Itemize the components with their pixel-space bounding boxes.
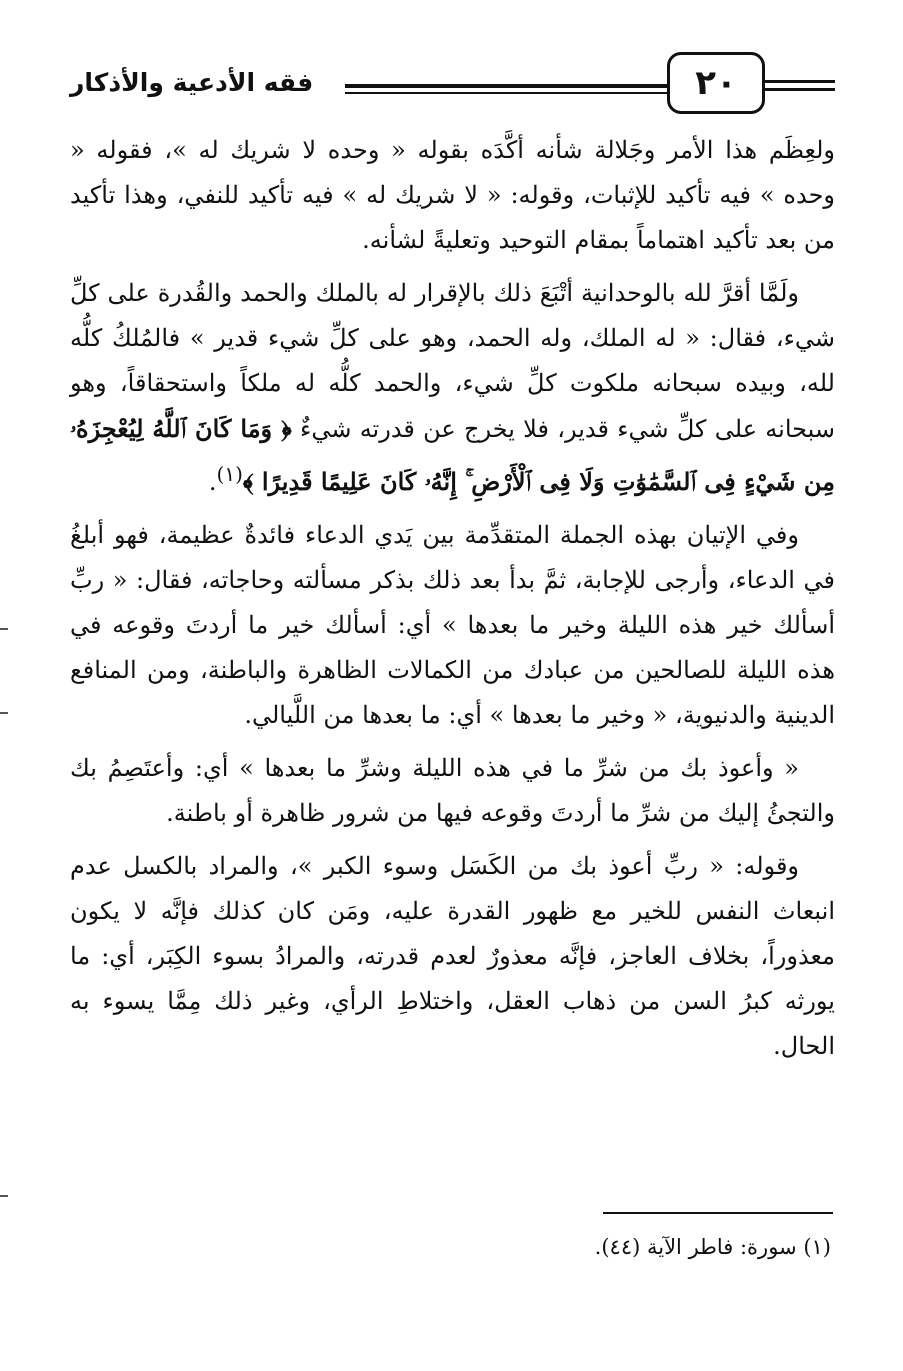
header-rule [765,88,835,91]
paragraph: ولَمَّا أقرَّ لله بالوحدانية أتْبَعَ ذلك بالإقرار له بالملك والحمد والقُدرة على كلِّ شيء، فقال: « له الملك، وله الحمد، وهو على كلِّ شيء قدير » فالمُلكُ كلُّه لله، وبيده سبحانه ملكوت كلِّ شيء، والحمد كلُّه له ملكاً واستحقاقاً، وهو سبحانه على كلِّ شيء قدير، فلا يخرج عن قدرته شيءٌ ﴿ وَمَا كَانَ ٱللَّهُ لِيُعْجِزَهُۥ مِن شَيْءٍ فِى ٱلسَّمَٰوَٰتِ وَلَا فِى ٱلْأَرْضِ ۚ إِنَّهُۥ كَانَ عَلِيمًا قَدِيرًا ﴾$^{(١)}$. [70,279,835,496]
header-rule [345,92,670,94]
main-text [70,128,835,1077]
header-rule [345,84,670,88]
footnote: (١) سورة: فاطر الآية (٤٤). [594,1235,831,1259]
margin-mark [0,1195,8,1197]
page-number: ٢٠ [667,52,765,114]
margin-mark [0,628,8,630]
paragraph: وقوله: « ربِّ أعوذ بك من الكَسَل وسوء الكبر »، والمراد بالكسل عدم انبعاث النفس للخير مع ظهور القدرة عليه، ومَن كان كذلك فإنَّه لا يكون معذوراً، بخلاف العاجز، فإنَّه معذورٌ لعدم قدرته، والمرادُ بسوء الكِبَر، أي: ما يورثه كبرُ السن من ذهاب العقل، واختلاطِ الرأي، وغير ذلك مِمَّا يسوء به الحال. [70,852,835,1060]
margin-mark [0,712,8,714]
page-header [70,52,835,122]
footnote-divider [603,1212,833,1214]
header-rule [765,80,835,83]
book-title: فقه الأدعية والأذكار [70,68,314,97]
paragraph: وفي الإتيان بهذه الجملة المتقدِّمة بين يَدي الدعاء فائدةٌ عظيمة، فهو أبلغُ في الدعاء، وأرجى للإجابة، ثمَّ بدأ بعد ذلك بذكر مسألته وحاجاته، فقال: « ربِّ أسألك خير هذه الليلة وخير ما بعدها » أي: أسألك خير ما أردتَ وقوعه في هذه الليلة للصالحين من عبادك من الكمالات الظاهرة والباطنة، ومن المنافع الدينية والدنيوية، « وخير ما بعدها » أي: ما بعدها من اللَّيالي. [70,521,836,729]
footnote-reference: (١) [216,462,243,486]
paragraph: « وأعوذ بك من شرِّ ما في هذه الليلة وشرِّ ما بعدها » أي: وأعتَصِمُ بك والتجئُ إليك من شرِّ ما أردتَ وقوعه فيها من شرور ظاهرة أو باطنة. [70,754,835,827]
paragraph: ولعِظَم هذا الأمر وجَلالة شأنه أكَّدَه بقوله « وحده لا شريك له »، فقوله « وحده » فيه تأكيد للإثبات، وقوله: « لا شريك له » فيه تأكيد للنفي، وهذا تأكيد من بعد تأكيد اهتماماً بمقام التوحيد وتعليةً لشأنه. [70,136,835,254]
quran-verse: ﴿ وَمَا كَانَ ٱللَّهُ لِيُعْجِزَهُۥ مِن شَيْءٍ فِى ٱلسَّمَٰوَٰتِ وَلَا فِى ٱلْأَرْضِ ۚ إِنَّهُۥ كَانَ عَلِيمًا قَدِيرًا ﴾ [70,414,835,496]
paragraph-text: ولَمَّا أقرَّ لله بالوحدانية أتْبَعَ ذلك بالإقرار له بالملك والحمد والقُدرة على كلِّ شيء، فقال: « له الملك، وله الحمد، وهو على كلِّ شيء قدير » فالمُلكُ كلُّه لله، وبيده سبحانه ملكوت كلِّ شيء، والحمد كلُّه له ملكاً واستحقاقاً، وهو سبحانه على كلِّ شيء قدير، فلا يخرج عن قدرته شيءٌ [70,279,835,443]
